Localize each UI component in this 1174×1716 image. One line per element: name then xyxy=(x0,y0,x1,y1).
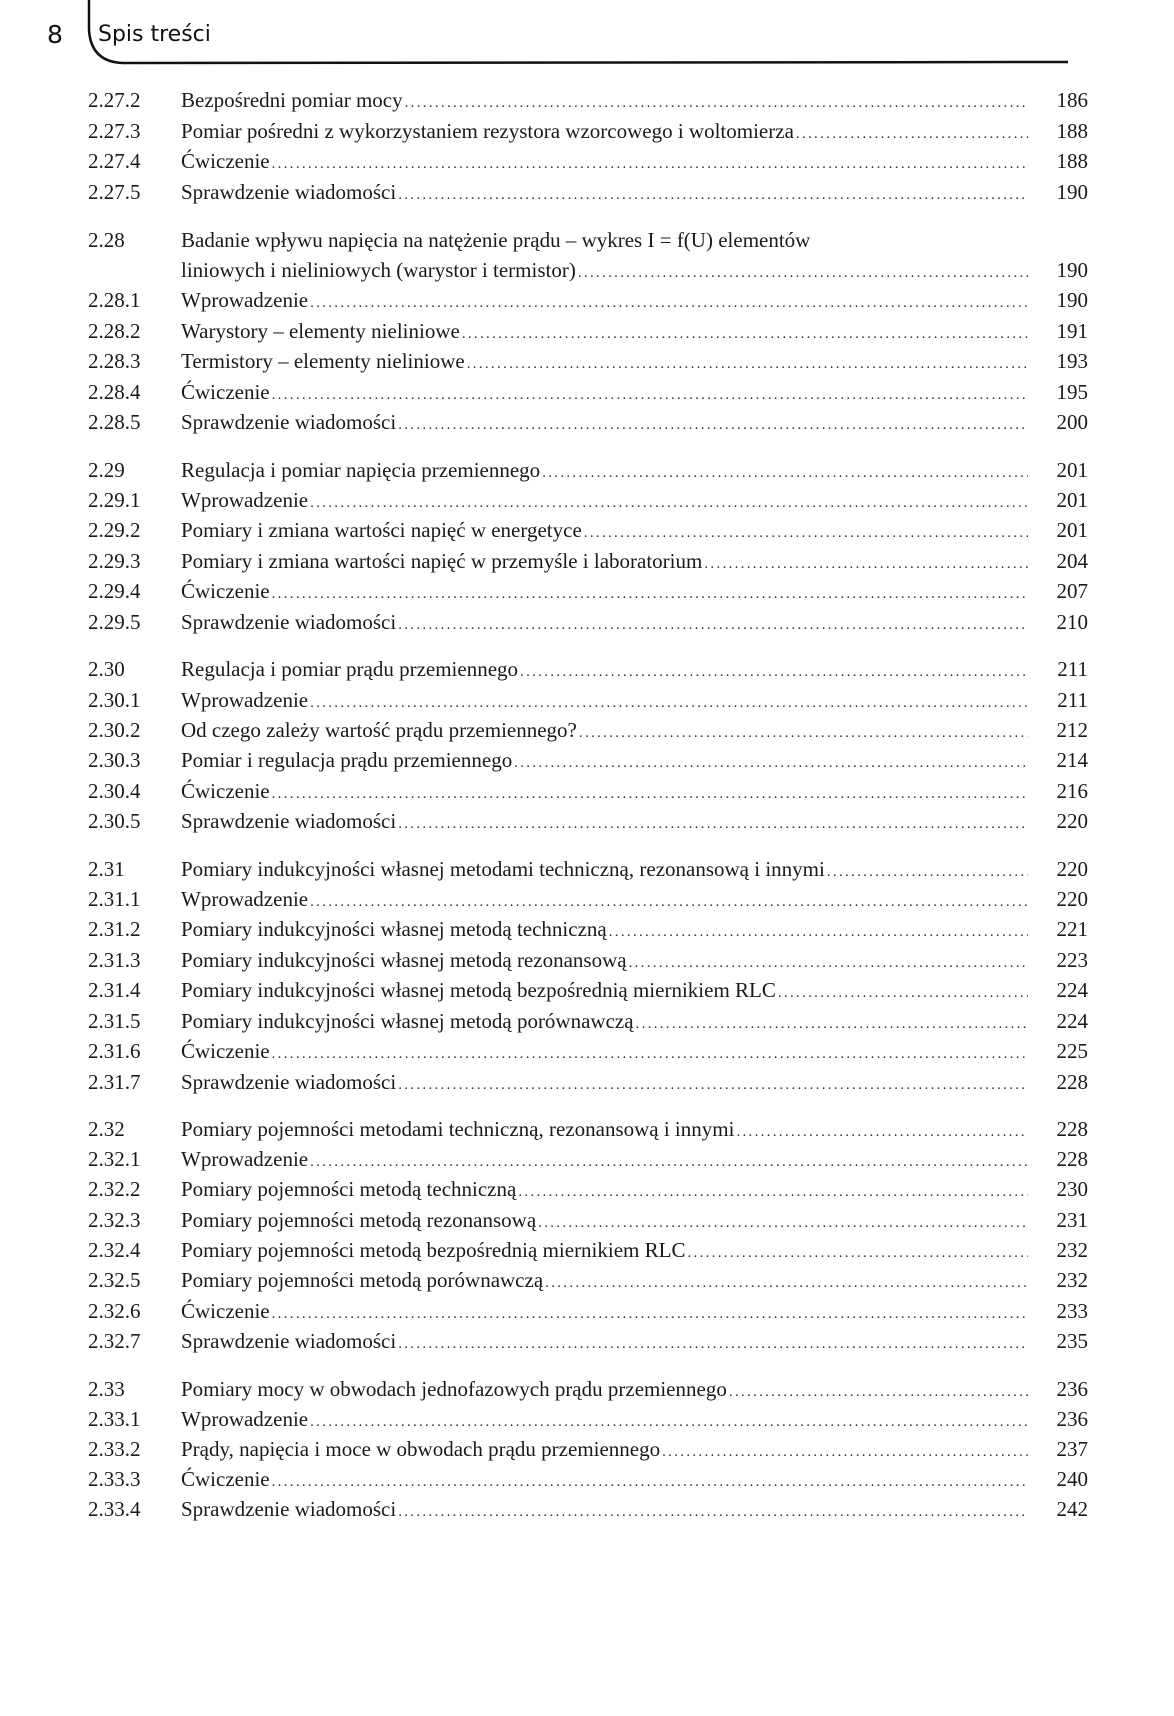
page-ref: 193 xyxy=(1056,349,1088,373)
toc-entry[interactable] xyxy=(88,1070,1088,1100)
dot-leader xyxy=(398,816,1028,833)
section-title: Sprawdzenie wiadomości xyxy=(181,809,397,833)
section-title: Ćwiczenie xyxy=(181,149,270,173)
dot-leader xyxy=(629,955,1028,972)
section-title: Termistory – elementy nieliniowe xyxy=(181,349,465,373)
dot-leader xyxy=(272,156,1028,173)
section-number: 2.29 xyxy=(88,458,125,482)
section-number: 2.32.3 xyxy=(88,1208,141,1232)
page-ref: 224 xyxy=(1056,978,1088,1002)
section-title: Regulacja i pomiar prądu przemiennego xyxy=(181,657,519,681)
section-number: 2.31 xyxy=(88,857,125,881)
page-ref: 235 xyxy=(1056,1329,1088,1353)
dot-leader xyxy=(545,1275,1028,1292)
dot-leader xyxy=(310,295,1028,312)
section-title: Ćwiczenie xyxy=(181,380,270,404)
dot-leader xyxy=(272,387,1028,404)
dot-leader xyxy=(310,1414,1028,1431)
section-number: 2.33.1 xyxy=(88,1407,141,1431)
dot-leader xyxy=(310,894,1028,911)
dot-leader xyxy=(398,617,1028,634)
section-number: 2.29.3 xyxy=(88,549,141,573)
dot-leader xyxy=(584,525,1028,542)
section-number: 2.28.5 xyxy=(88,410,141,434)
page-ref: 200 xyxy=(1056,410,1088,434)
page-ref: 210 xyxy=(1056,610,1088,634)
page-ref: 188 xyxy=(1056,119,1088,143)
toc-entry[interactable] xyxy=(88,380,1088,410)
page-ref: 190 xyxy=(1056,288,1088,312)
section-number: 2.30.4 xyxy=(88,779,141,803)
section-title: Regulacja i pomiar napięcia przemiennego xyxy=(181,458,541,482)
page-ref: 223 xyxy=(1056,948,1088,972)
page-ref: 236 xyxy=(1056,1377,1088,1401)
section-title: Prądy, napięcia i moce w obwodach prądu przemiennego xyxy=(181,1437,661,1461)
dot-leader xyxy=(542,465,1028,482)
page-ref: 240 xyxy=(1056,1467,1088,1491)
section-title: Sprawdzenie wiadomości xyxy=(181,410,397,434)
page-ref: 233 xyxy=(1056,1299,1088,1323)
page-number: 8 xyxy=(47,20,63,49)
page-ref: 190 xyxy=(1056,258,1088,282)
section-title: Bezpośredni pomiar mocy xyxy=(181,88,403,112)
page-ref: 211 xyxy=(1057,657,1088,681)
toc-entry[interactable] xyxy=(88,948,1088,978)
page-ref: 220 xyxy=(1056,809,1088,833)
section-title: Wprowadzenie xyxy=(181,688,309,712)
page-ref: 211 xyxy=(1057,688,1088,712)
page-ref: 237 xyxy=(1056,1437,1088,1461)
toc-entry[interactable] xyxy=(88,88,1088,118)
section-number: 2.32.5 xyxy=(88,1268,141,1292)
section-title: Ćwiczenie xyxy=(181,579,270,603)
toc-entry[interactable] xyxy=(88,1437,1088,1467)
dot-leader xyxy=(398,417,1028,434)
section-number: 2.27.3 xyxy=(88,119,141,143)
page-ref: 220 xyxy=(1056,887,1088,911)
dot-leader xyxy=(310,695,1028,712)
section-number: 2.31.4 xyxy=(88,978,141,1002)
toc-entry[interactable] xyxy=(88,1117,1088,1147)
toc-entry[interactable] xyxy=(88,180,1088,210)
toc-entry[interactable] xyxy=(88,1407,1088,1437)
toc-entry[interactable] xyxy=(88,228,1088,258)
toc-entry[interactable] xyxy=(88,1039,1088,1069)
section-number: 2.31.6 xyxy=(88,1039,141,1063)
dot-leader xyxy=(579,725,1028,742)
section-title: Pomiary indukcyjności własnej metodą rezonansową xyxy=(181,948,627,972)
section-title: Wprowadzenie xyxy=(181,1407,309,1431)
page-ref: 204 xyxy=(1056,549,1088,573)
toc-entry[interactable] xyxy=(88,1467,1088,1497)
section-number: 2.28.3 xyxy=(88,349,141,373)
section-title: Sprawdzenie wiadomości xyxy=(181,1497,397,1521)
section-title: Od czego zależy wartość prądu przemiennego? xyxy=(181,718,577,742)
page-ref: 201 xyxy=(1056,488,1088,512)
section-number: 2.33.2 xyxy=(88,1437,141,1461)
page-ref: 242 xyxy=(1056,1497,1088,1521)
section-title: Wprowadzenie xyxy=(181,887,309,911)
section-number: 2.31.2 xyxy=(88,917,141,941)
toc-entry[interactable] xyxy=(88,1329,1088,1359)
toc-entry[interactable] xyxy=(88,458,1088,488)
toc-entry[interactable] xyxy=(88,1238,1088,1268)
section-number: 2.31.3 xyxy=(88,948,141,972)
page-ref: 216 xyxy=(1056,779,1088,803)
dot-leader xyxy=(578,265,1028,282)
section-title: Pomiary pojemności metodą bezpośrednią miernikiem RLC xyxy=(181,1238,686,1262)
section-number: 2.30 xyxy=(88,657,125,681)
toc-entry[interactable] xyxy=(88,657,1088,687)
page-ref: 214 xyxy=(1056,748,1088,772)
section-number: 2.28.4 xyxy=(88,380,141,404)
dot-leader xyxy=(636,1016,1028,1033)
toc-entry[interactable] xyxy=(88,809,1088,839)
section-title: Pomiary pojemności metodami techniczną, rezonansową i innymi xyxy=(181,1117,735,1141)
section-title: Pomiary indukcyjności własnej metodami techniczną, rezonansową i innymi xyxy=(181,857,825,881)
toc-entry[interactable] xyxy=(88,119,1088,149)
section-number: 2.27.4 xyxy=(88,149,141,173)
dot-leader xyxy=(272,1474,1028,1491)
toc-entry[interactable] xyxy=(88,1497,1088,1527)
section-number: 2.33.3 xyxy=(88,1467,141,1491)
section-number: 2.31.1 xyxy=(88,887,141,911)
toc-entry[interactable] xyxy=(88,518,1088,548)
dot-leader xyxy=(462,326,1028,343)
page-ref: 220 xyxy=(1056,857,1088,881)
section-title: Pomiary indukcyjności własnej metodą techniczną xyxy=(181,917,607,941)
section-title: Ćwiczenie xyxy=(181,1039,270,1063)
section-number: 2.32.2 xyxy=(88,1177,141,1201)
section-title: Ćwiczenie xyxy=(181,779,270,803)
dot-leader xyxy=(398,1504,1028,1521)
section-number: 2.28 xyxy=(88,228,125,252)
dot-leader xyxy=(398,1336,1028,1353)
dot-leader xyxy=(729,1384,1028,1401)
page-ref: 228 xyxy=(1056,1117,1088,1141)
section-title: Wprowadzenie xyxy=(181,1147,309,1171)
section-title: Pomiary indukcyjności własnej metodą bezpośrednią miernikiem RLC xyxy=(181,978,776,1002)
section-title: Sprawdzenie wiadomości xyxy=(181,1329,397,1353)
section-title: Warystory – elementy nieliniowe xyxy=(181,319,460,343)
toc-entry[interactable] xyxy=(88,779,1088,809)
dot-leader xyxy=(778,985,1028,1002)
section-title: Pomiary i zmiana wartości napięć w przemyśle i laboratorium xyxy=(181,549,703,573)
dot-leader xyxy=(736,1124,1028,1141)
section-number: 2.33.4 xyxy=(88,1497,141,1521)
page-ref: 224 xyxy=(1056,1009,1088,1033)
dot-leader xyxy=(398,187,1028,204)
dot-leader xyxy=(310,495,1028,512)
dot-leader xyxy=(827,864,1028,881)
section-title: Sprawdzenie wiadomości xyxy=(181,180,397,204)
section-title: Pomiar pośredni z wykorzystaniem rezystora wzorcowego i woltomierza xyxy=(181,119,794,143)
section-title: Pomiary pojemności metodą rezonansową xyxy=(181,1208,537,1232)
toc-entry[interactable] xyxy=(88,917,1088,947)
section-number: 2.31.5 xyxy=(88,1009,141,1033)
toc-entry[interactable] xyxy=(88,549,1088,579)
page-ref: 232 xyxy=(1056,1238,1088,1262)
dot-leader xyxy=(520,664,1028,681)
toc-entry[interactable] xyxy=(88,688,1088,718)
header-rule xyxy=(75,0,1075,66)
section-number: 2.30.2 xyxy=(88,718,141,742)
section-title: Badanie wpływu napięcia na natężenie prądu – wykres I = f(U) elementów xyxy=(181,228,811,252)
section-number: 2.32.4 xyxy=(88,1238,141,1262)
section-number: 2.30.3 xyxy=(88,748,141,772)
dot-leader xyxy=(272,786,1028,803)
page-ref: 228 xyxy=(1056,1147,1088,1171)
toc-entry[interactable] xyxy=(88,288,1088,318)
section-number: 2.32 xyxy=(88,1117,125,1141)
section-title: Sprawdzenie wiadomości xyxy=(181,1070,397,1094)
dot-leader xyxy=(514,755,1028,772)
section-number: 2.27.5 xyxy=(88,180,141,204)
page-ref: 212 xyxy=(1056,718,1088,742)
section-number: 2.29.4 xyxy=(88,579,141,603)
toc-entry[interactable] xyxy=(88,1377,1088,1407)
dot-leader xyxy=(467,356,1028,373)
toc-entry[interactable] xyxy=(88,488,1088,518)
toc-entry[interactable] xyxy=(88,258,1088,288)
toc-entry[interactable] xyxy=(88,579,1088,609)
page-ref: 236 xyxy=(1056,1407,1088,1431)
toc-entry[interactable] xyxy=(88,1009,1088,1039)
page-ref: 188 xyxy=(1056,149,1088,173)
section-number: 2.32.1 xyxy=(88,1147,141,1171)
dot-leader xyxy=(796,126,1028,143)
section-number: 2.27.2 xyxy=(88,88,141,112)
page-ref: 221 xyxy=(1056,917,1088,941)
section-number: 2.29.5 xyxy=(88,610,141,634)
page-ref: 231 xyxy=(1056,1208,1088,1232)
dot-leader xyxy=(609,924,1028,941)
dot-leader xyxy=(687,1245,1028,1262)
page-ref: 201 xyxy=(1056,518,1088,542)
toc-entry[interactable] xyxy=(88,1177,1088,1207)
toc-entry[interactable] xyxy=(88,1208,1088,1238)
dot-leader xyxy=(405,95,1028,112)
toc-entry[interactable] xyxy=(88,1268,1088,1298)
page-ref: 225 xyxy=(1056,1039,1088,1063)
page-ref: 207 xyxy=(1056,579,1088,603)
section-number: 2.29.1 xyxy=(88,488,141,512)
section-title: Ćwiczenie xyxy=(181,1299,270,1323)
section-number: 2.31.7 xyxy=(88,1070,141,1094)
toc-entry[interactable] xyxy=(88,718,1088,748)
dot-leader xyxy=(538,1215,1028,1232)
section-title: Pomiar i regulacja prądu przemiennego xyxy=(181,748,513,772)
section-number: 2.30.5 xyxy=(88,809,141,833)
dot-leader xyxy=(310,1154,1028,1171)
section-title: Pomiary indukcyjności własnej metodą porównawczą xyxy=(181,1009,634,1033)
toc-entry[interactable] xyxy=(88,319,1088,349)
section-title: Pomiary pojemności metodą porównawczą xyxy=(181,1268,544,1292)
page-ref: 230 xyxy=(1056,1177,1088,1201)
section-title: liniowych i nieliniowych (warystor i termistor) xyxy=(181,258,576,282)
section-title: Wprowadzenie xyxy=(181,288,309,312)
page-ref: 191 xyxy=(1056,319,1088,343)
toc-entry[interactable] xyxy=(88,887,1088,917)
toc-entry[interactable] xyxy=(88,1147,1088,1177)
page-title: Spis treści xyxy=(98,22,211,47)
page-ref: 195 xyxy=(1056,380,1088,404)
toc-entry[interactable] xyxy=(88,978,1088,1008)
page-ref: 232 xyxy=(1056,1268,1088,1292)
dot-leader xyxy=(272,1306,1028,1323)
section-title: Sprawdzenie wiadomości xyxy=(181,610,397,634)
section-title: Pomiary mocy w obwodach jednofazowych prądu przemiennego xyxy=(181,1377,727,1401)
dot-leader xyxy=(272,1046,1028,1063)
toc-entry[interactable] xyxy=(88,410,1088,440)
page-ref: 201 xyxy=(1056,458,1088,482)
dot-leader xyxy=(518,1184,1028,1201)
page-ref: 228 xyxy=(1056,1070,1088,1094)
section-number: 2.32.6 xyxy=(88,1299,141,1323)
section-number: 2.28.2 xyxy=(88,319,141,343)
section-number: 2.33 xyxy=(88,1377,125,1401)
toc-entry[interactable] xyxy=(88,1299,1088,1329)
toc-entry[interactable] xyxy=(88,349,1088,379)
section-number: 2.32.7 xyxy=(88,1329,141,1353)
toc-entry[interactable] xyxy=(88,748,1088,778)
section-number: 2.28.1 xyxy=(88,288,141,312)
dot-leader xyxy=(398,1077,1028,1094)
page-ref: 186 xyxy=(1056,88,1088,112)
section-number: 2.29.2 xyxy=(88,518,141,542)
section-title: Pomiary i zmiana wartości napięć w energetyce xyxy=(181,518,582,542)
section-title: Ćwiczenie xyxy=(181,1467,270,1491)
dot-leader xyxy=(662,1444,1028,1461)
section-title: Pomiary pojemności metodą techniczną xyxy=(181,1177,517,1201)
toc-entry[interactable] xyxy=(88,610,1088,640)
dot-leader xyxy=(272,586,1028,603)
toc-entry[interactable] xyxy=(88,149,1088,179)
toc-entry[interactable] xyxy=(88,857,1088,887)
dot-leader xyxy=(704,556,1028,573)
section-title: Wprowadzenie xyxy=(181,488,309,512)
page-ref: 190 xyxy=(1056,180,1088,204)
section-number: 2.30.1 xyxy=(88,688,141,712)
